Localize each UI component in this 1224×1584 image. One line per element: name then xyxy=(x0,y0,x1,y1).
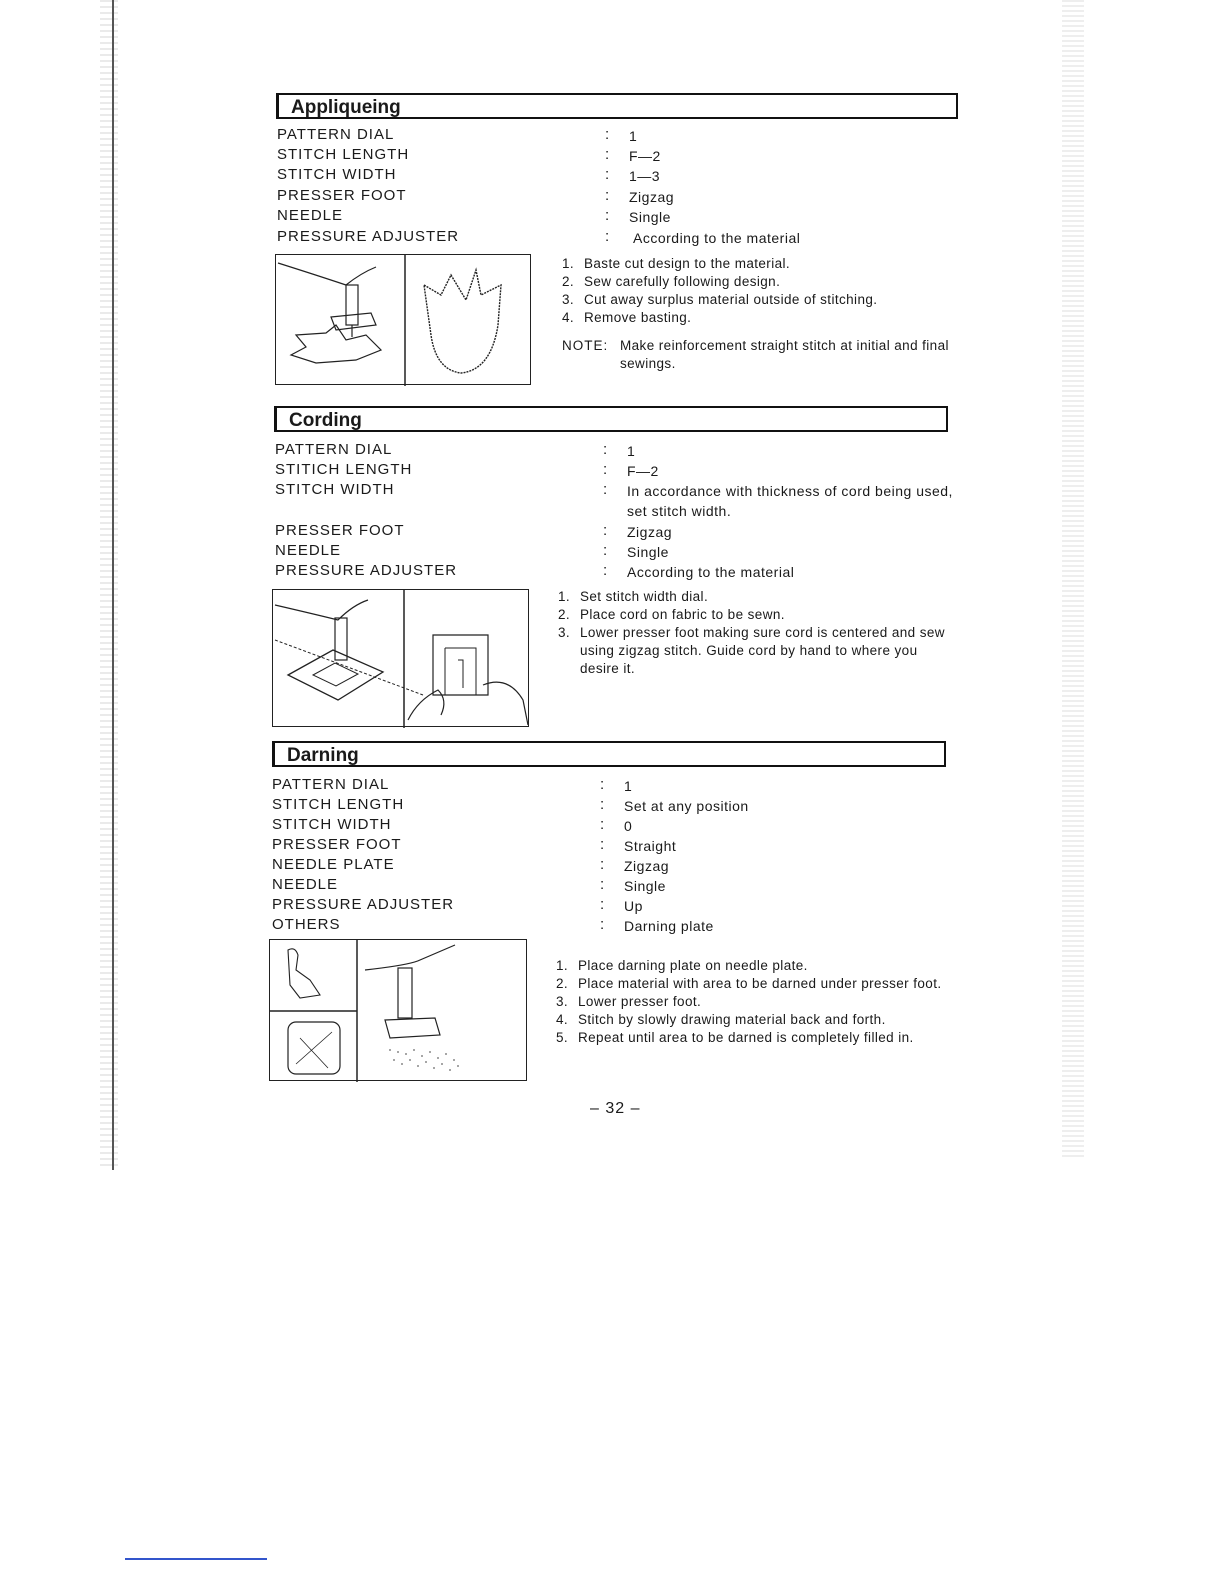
setting-label: NEEDLE xyxy=(277,207,344,224)
step-text: Stitch by slowly drawing material back and forth. xyxy=(578,1012,886,1027)
section-title-appliqueing: Appliqueing xyxy=(276,93,958,119)
steps-appliqueing xyxy=(562,255,950,373)
setting-label: STITCH LENGTH xyxy=(277,146,410,163)
note-label: NOTE: xyxy=(562,338,609,353)
step-item xyxy=(556,957,946,975)
setting-value: Zigzag xyxy=(627,524,673,540)
setting-colon: : xyxy=(600,916,606,933)
setting-value: Single xyxy=(627,544,669,560)
setting-colon: : xyxy=(600,876,606,893)
setting-colon: : xyxy=(600,896,606,913)
step-text: Place cord on fabric to be sewn. xyxy=(580,607,785,622)
setting-value: Single xyxy=(624,878,666,894)
step-text: Lower presser foot. xyxy=(578,994,702,1009)
step-number: 2. xyxy=(562,274,575,289)
darning-illustration xyxy=(269,939,527,1081)
steps-darning xyxy=(556,957,946,1047)
section-title-cording: Cording xyxy=(274,406,948,432)
setting-value: 1 xyxy=(629,128,638,144)
cording-drawing xyxy=(273,590,530,728)
setting-colon: : xyxy=(605,228,611,245)
step-text: Repeat until area to be darned is completely filled in. xyxy=(578,1030,914,1045)
scan-edge-left-line xyxy=(112,0,114,1170)
step-number: 1. xyxy=(556,958,569,973)
step-item xyxy=(556,993,946,1011)
setting-colon: : xyxy=(600,796,606,813)
step-item xyxy=(562,309,950,327)
step-number: 1. xyxy=(558,589,571,604)
setting-label: NEEDLE PLATE xyxy=(272,856,395,873)
step-text: Lower presser foot making sure cord is centered and sew using zigzag stitch. Guide cord by hand to where you desire it. xyxy=(580,625,945,676)
setting-label: STITCH LENGTH xyxy=(272,796,405,813)
footer-rule xyxy=(125,1558,267,1560)
setting-value: Set at any position xyxy=(624,798,749,814)
setting-colon: : xyxy=(605,126,611,143)
setting-label: NEEDLE xyxy=(272,876,339,893)
setting-colon: : xyxy=(605,146,611,163)
setting-value: F—2 xyxy=(627,463,659,479)
steps-cording xyxy=(558,588,948,678)
step-item xyxy=(562,255,950,273)
step-item xyxy=(556,1011,946,1029)
setting-value: Single xyxy=(629,209,671,225)
step-number: 3. xyxy=(556,994,569,1009)
setting-value: Zigzag xyxy=(624,858,670,874)
step-number: 2. xyxy=(556,976,569,991)
setting-label: STITICH LENGTH xyxy=(275,461,413,478)
step-text: Remove basting. xyxy=(584,310,692,325)
setting-label: PATTERN DIAL xyxy=(277,126,395,143)
setting-value: Zigzag xyxy=(629,189,675,205)
setting-label: PRESSURE ADJUSTER xyxy=(272,896,455,913)
setting-label: PRESSER FOOT xyxy=(277,187,407,204)
step-text: Place darning plate on needle plate. xyxy=(578,958,808,973)
setting-label: STITCH WIDTH xyxy=(272,816,392,833)
setting-label: PRESSER FOOT xyxy=(275,522,405,539)
setting-value: In accordance with thickness of cord being used, set stitch width. xyxy=(627,483,953,519)
step-text: Sew carefully following design. xyxy=(584,274,781,289)
setting-label: PRESSER FOOT xyxy=(272,836,402,853)
darning-drawing xyxy=(270,940,528,1082)
step-number: 3. xyxy=(562,292,575,307)
step-text: Set stitch width dial. xyxy=(580,589,709,604)
step-number: 4. xyxy=(556,1012,569,1027)
step-item xyxy=(558,588,948,606)
setting-colon: : xyxy=(605,207,611,224)
setting-colon: : xyxy=(600,836,606,853)
page-number: – 32 – xyxy=(590,1100,641,1117)
cording-illustration xyxy=(272,589,529,727)
setting-label: PRESSURE ADJUSTER xyxy=(275,562,458,579)
note xyxy=(562,337,950,373)
step-number: 5. xyxy=(556,1030,569,1045)
setting-colon: : xyxy=(600,856,606,873)
step-item xyxy=(558,606,948,624)
setting-label: PRESSURE ADJUSTER xyxy=(277,228,460,245)
setting-colon: : xyxy=(603,542,609,559)
step-item xyxy=(556,1029,946,1047)
step-item xyxy=(562,291,950,309)
step-text: Baste cut design to the material. xyxy=(584,256,791,271)
scan-edge-right xyxy=(1062,0,1084,1160)
setting-label: PATTERN DIAL xyxy=(275,441,393,458)
setting-label: PATTERN DIAL xyxy=(272,776,390,793)
setting-label: NEEDLE xyxy=(275,542,342,559)
setting-value: 1—3 xyxy=(629,168,661,184)
setting-value: According to the material xyxy=(633,230,801,246)
setting-value: F—2 xyxy=(629,148,661,164)
setting-colon: : xyxy=(603,562,609,579)
scan-edge-left xyxy=(100,0,118,1170)
step-number: 3. xyxy=(558,625,571,640)
setting-value: 0 xyxy=(624,818,633,834)
setting-colon: : xyxy=(603,522,609,539)
setting-value: Darning plate xyxy=(624,918,714,934)
setting-value: 1 xyxy=(624,778,633,794)
settings-appliqueing xyxy=(277,126,967,251)
note-text: Make reinforcement straight stitch at initial and final sewings. xyxy=(620,338,949,371)
step-item xyxy=(556,975,946,993)
step-number: 1. xyxy=(562,256,575,271)
setting-colon: : xyxy=(605,187,611,204)
settings-darning xyxy=(272,776,962,936)
setting-label: STITCH WIDTH xyxy=(275,481,395,498)
setting-value: 1 xyxy=(627,443,636,459)
setting-colon: : xyxy=(603,481,609,498)
step-text: Cut away surplus material outside of stitching. xyxy=(584,292,878,307)
appliqueing-drawing xyxy=(276,255,532,386)
step-number: 2. xyxy=(558,607,571,622)
setting-colon: : xyxy=(603,441,609,458)
appliqueing-illustration xyxy=(275,254,531,385)
step-text: Place material with area to be darned under presser foot. xyxy=(578,976,942,991)
setting-colon: : xyxy=(600,816,606,833)
setting-colon: : xyxy=(603,461,609,478)
setting-value: Up xyxy=(624,898,643,914)
setting-value: According to the material xyxy=(627,564,795,580)
setting-colon: : xyxy=(600,776,606,793)
setting-label: STITCH WIDTH xyxy=(277,166,397,183)
setting-value: Straight xyxy=(624,838,677,854)
step-item xyxy=(562,273,950,291)
settings-cording xyxy=(275,441,965,586)
section-title-darning: Darning xyxy=(272,741,946,767)
step-item xyxy=(558,624,948,678)
setting-label: OTHERS xyxy=(272,916,341,933)
step-number: 4. xyxy=(562,310,575,325)
setting-colon: : xyxy=(605,166,611,183)
